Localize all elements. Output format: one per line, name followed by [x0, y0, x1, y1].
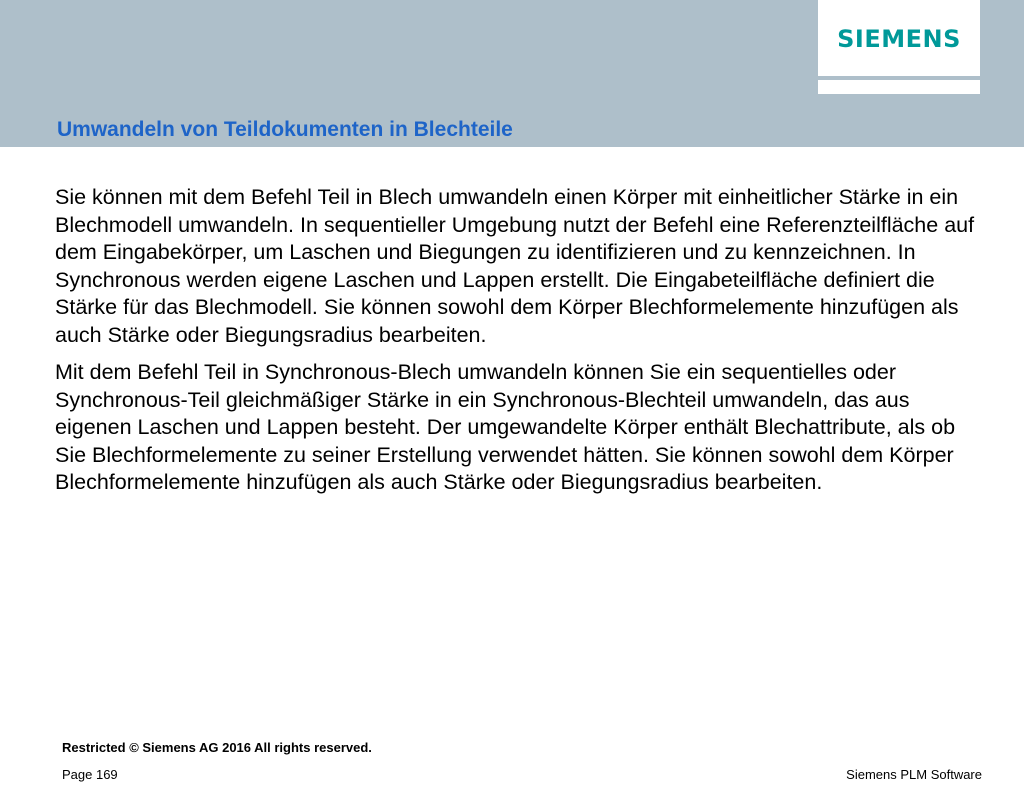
siemens-logo	[818, 0, 980, 76]
logo-underline	[818, 80, 980, 94]
siemens-logo-text: SIEMENS	[837, 25, 961, 53]
paragraph-2: Mit dem Befehl Teil in Synchronous-Blech umwandeln können Sie ein sequentielles oder Synchronous-Teil gleichmäßiger Stärke in ein Synchronous-Blechteil umwandeln, das aus eigenen Laschen und Lappen besteht. Der umgewandelte Körper enthält Blechattribute, als ob Sie Blechformelemente zu seiner Erstellung verwendet hätten. Sie können sowohl dem Körper Blechformelemente hinzufügen als auch Stärke oder Biegungsradius bearbeiten.	[55, 360, 956, 494]
paragraph-1: Sie können mit dem Befehl Teil in Blech umwandeln einen Körper mit einheitlicher Stärke in ein Blechmodell umwandeln. In sequentieller Umgebung nutzt der Befehl eine Referenzteilfläche auf dem Eingabekörper, um Laschen und Biegungen zu identifizieren und zu kennzeichnen. In Synchronous werden eigene Laschen und Lappen erstellt. Die Eingabeteilfläche definiert die Stärke für das Blechmodell. Sie können sowohl dem Körper Blechformelemente hinzufügen als auch Stärke oder Biegungsradius bearbeiten.	[55, 185, 975, 347]
slide-content	[55, 184, 990, 507]
copyright-notice: Restricted © Siemens AG 2016 All rights reserved.	[62, 740, 372, 755]
slide-title: Umwandeln von Teildokumenten in Blechteile	[57, 118, 513, 141]
company-name: Siemens PLM Software	[846, 767, 982, 782]
page-number: Page 169	[62, 767, 118, 782]
